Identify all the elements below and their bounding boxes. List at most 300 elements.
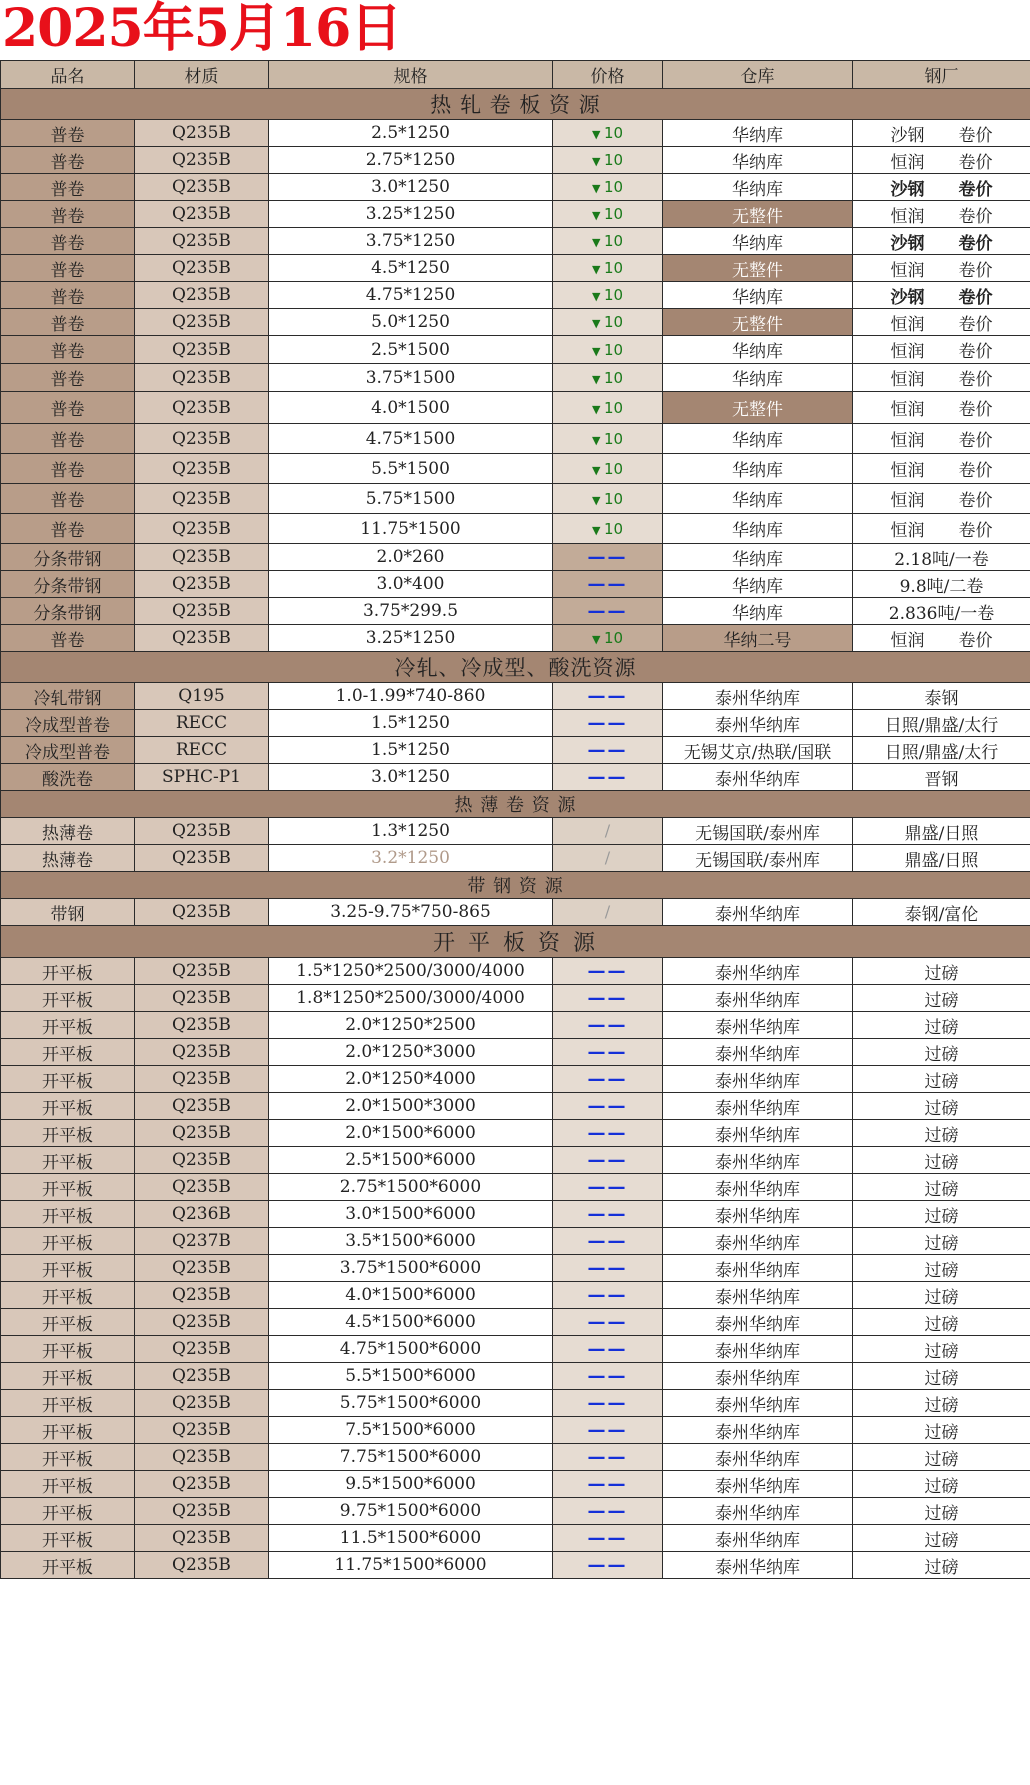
price-change xyxy=(592,259,623,277)
mill-cell: 过磅 xyxy=(853,1093,1030,1120)
table-row[interactable] xyxy=(1,598,1030,625)
warehouse-cell: 华纳库 xyxy=(663,544,853,571)
table-row[interactable] xyxy=(1,625,1030,652)
product-name-cell: 开平板 xyxy=(1,1525,135,1552)
header-warehouse: 仓库 xyxy=(663,61,853,89)
warehouse-cell: 华纳库 xyxy=(663,514,853,544)
down-arrow-icon: ▼ xyxy=(591,433,604,447)
price-cell xyxy=(553,958,663,985)
table-row[interactable] xyxy=(1,683,1030,710)
price-cell xyxy=(553,1066,663,1093)
mill-cell: 泰钢/富伦 xyxy=(853,899,1030,926)
warehouse-cell: 泰州华纳库 xyxy=(663,1012,853,1039)
down-arrow-icon: ▼ xyxy=(591,128,604,141)
price-cell xyxy=(553,1174,663,1201)
price-value: 10 xyxy=(603,205,624,223)
spec-cell: 3.25*1250 xyxy=(269,625,553,652)
price-value: 10 xyxy=(603,178,624,196)
material-cell: Q235B xyxy=(135,1363,269,1390)
spec-cell: 1.0-1.99*740-860 xyxy=(269,683,553,710)
table-row[interactable] xyxy=(1,1417,1030,1444)
mill-cell: 过磅 xyxy=(853,1282,1030,1309)
price-cell xyxy=(553,1417,663,1444)
warehouse-cell: 泰州华纳库 xyxy=(663,764,853,791)
mill-cell: 过磅 xyxy=(853,1066,1030,1093)
price-cell xyxy=(553,571,663,598)
table-row[interactable] xyxy=(1,737,1030,764)
spec-cell: 3.75*1500 xyxy=(269,364,553,392)
table-row[interactable] xyxy=(1,120,1030,147)
spec-cell: 3.0*1250 xyxy=(269,764,553,791)
price-value: 10 xyxy=(603,489,624,508)
mill-cell: 沙钢 卷价 xyxy=(853,282,1030,309)
spec-cell: 7.5*1500*6000 xyxy=(269,1417,553,1444)
spec-cell: 4.0*1500*6000 xyxy=(269,1282,553,1309)
material-cell: Q235B xyxy=(135,818,269,845)
material-cell: Q235B xyxy=(135,1336,269,1363)
price-change xyxy=(592,286,623,304)
price-value: 10 xyxy=(603,232,624,250)
warehouse-cell: 泰州华纳库 xyxy=(663,1255,853,1282)
table-row[interactable] xyxy=(1,454,1030,484)
section-title: 开 平 板 资 源 xyxy=(1,926,1030,958)
product-name-cell: 普卷 xyxy=(1,514,135,544)
warehouse-cell: 泰州华纳库 xyxy=(663,1552,853,1579)
price-cell xyxy=(553,336,663,364)
mill-cell: 过磅 xyxy=(853,1309,1030,1336)
material-cell: RECC xyxy=(135,737,269,764)
warehouse-cell: 无整件 xyxy=(663,201,853,228)
spec-cell: 5.75*1500*6000 xyxy=(269,1390,553,1417)
warehouse-cell: 泰州华纳库 xyxy=(663,985,853,1012)
section-title: 热 薄 卷 资 源 xyxy=(1,791,1030,818)
down-arrow-icon: ▼ xyxy=(591,290,604,303)
price-cell xyxy=(553,818,663,845)
warehouse-cell: 华纳库 xyxy=(663,364,853,392)
price-cell xyxy=(553,484,663,514)
mill-cell: 恒润 卷价 xyxy=(853,364,1030,392)
warehouse-cell: 华纳库 xyxy=(663,484,853,514)
down-arrow-icon: ▼ xyxy=(591,402,604,416)
page-title: 2025年5月16日 xyxy=(2,0,402,59)
material-cell: Q235B xyxy=(135,544,269,571)
price-dash: —— xyxy=(587,1068,628,1090)
price-cell xyxy=(553,1147,663,1174)
spec-cell: 4.5*1250 xyxy=(269,255,553,282)
mill-cell: 过磅 xyxy=(853,985,1030,1012)
section-title: 热 轧 卷 板 资 源 xyxy=(1,89,1030,120)
material-cell: Q235B xyxy=(135,484,269,514)
table-row[interactable] xyxy=(1,228,1030,255)
spec-cell: 3.5*1500*6000 xyxy=(269,1228,553,1255)
spec-cell: 2.0*1500*3000 xyxy=(269,1093,553,1120)
table-row[interactable] xyxy=(1,147,1030,174)
price-cell xyxy=(553,1552,663,1579)
price-value: 10 xyxy=(603,151,624,169)
spec-cell: 3.2*1250 xyxy=(269,845,553,872)
price-cell xyxy=(553,1471,663,1498)
price-dash: —— xyxy=(587,1311,628,1333)
price-cell xyxy=(553,764,663,791)
price-dash: —— xyxy=(587,1500,628,1522)
mill-cell: 泰钢 xyxy=(853,683,1030,710)
table-row[interactable] xyxy=(1,282,1030,309)
warehouse-cell: 华纳库 xyxy=(663,282,853,309)
mill-cell: 恒润 卷价 xyxy=(853,454,1030,484)
product-name-cell: 开平板 xyxy=(1,985,135,1012)
price-dash: —— xyxy=(587,987,628,1009)
mill-cell: 过磅 xyxy=(853,1498,1030,1525)
product-name-cell: 普卷 xyxy=(1,309,135,336)
spec-cell: 5.5*1500 xyxy=(269,454,553,484)
product-name-cell: 普卷 xyxy=(1,174,135,201)
mill-cell: 过磅 xyxy=(853,1012,1030,1039)
price-cell xyxy=(553,845,663,872)
spec-cell: 11.5*1500*6000 xyxy=(269,1525,553,1552)
price-value: 10 xyxy=(603,519,624,538)
warehouse-cell: 泰州华纳库 xyxy=(663,1282,853,1309)
down-arrow-icon: ▼ xyxy=(591,209,604,222)
warehouse-cell: 无锡国联/泰州库 xyxy=(663,845,853,872)
price-cell xyxy=(553,228,663,255)
mill-cell: 过磅 xyxy=(853,1336,1030,1363)
material-cell: Q235B xyxy=(135,424,269,454)
spec-cell: 11.75*1500*6000 xyxy=(269,1552,553,1579)
price-value: 10 xyxy=(603,259,624,277)
table-row[interactable] xyxy=(1,1471,1030,1498)
price-dash: —— xyxy=(587,1392,628,1414)
mill-cell: 鼎盛/日照 xyxy=(853,818,1030,845)
product-name-cell: 冷成型普卷 xyxy=(1,710,135,737)
material-cell: Q235B xyxy=(135,1012,269,1039)
price-cell xyxy=(553,985,663,1012)
table-row[interactable] xyxy=(1,571,1030,598)
mill-cell: 恒润 卷价 xyxy=(853,336,1030,364)
price-dash: —— xyxy=(587,1257,628,1279)
mill-cell: 过磅 xyxy=(853,1552,1030,1579)
spec-cell: 5.75*1500 xyxy=(269,484,553,514)
material-cell: Q235B xyxy=(135,255,269,282)
price-slash: / xyxy=(604,902,611,921)
price-cell xyxy=(553,174,663,201)
table-row[interactable] xyxy=(1,1282,1030,1309)
price-dash: —— xyxy=(587,1122,628,1144)
table-row[interactable] xyxy=(1,514,1030,544)
table-row[interactable] xyxy=(1,1093,1030,1120)
spec-cell: 1.5*1250 xyxy=(269,737,553,764)
material-cell: Q235B xyxy=(135,228,269,255)
mill-cell: 过磅 xyxy=(853,1417,1030,1444)
table-row[interactable] xyxy=(1,484,1030,514)
spec-cell: 3.75*1500*6000 xyxy=(269,1255,553,1282)
table-row[interactable] xyxy=(1,1066,1030,1093)
product-name-cell: 开平板 xyxy=(1,1255,135,1282)
section-header-row xyxy=(1,872,1030,899)
material-cell: Q235B xyxy=(135,1147,269,1174)
header-spec: 规格 xyxy=(269,61,553,89)
product-name-cell: 热薄卷 xyxy=(1,845,135,872)
price-cell xyxy=(553,392,663,424)
material-cell: Q235B xyxy=(135,1255,269,1282)
down-arrow-icon: ▼ xyxy=(591,493,604,507)
table-row[interactable] xyxy=(1,1336,1030,1363)
warehouse-cell: 泰州华纳库 xyxy=(663,1039,853,1066)
table-row[interactable] xyxy=(1,1201,1030,1228)
material-cell: Q235B xyxy=(135,1417,269,1444)
table-row[interactable] xyxy=(1,1255,1030,1282)
table-row[interactable] xyxy=(1,985,1030,1012)
spec-cell: 4.75*1250 xyxy=(269,282,553,309)
price-value: 10 xyxy=(603,629,624,647)
product-name-cell: 开平板 xyxy=(1,1093,135,1120)
price-cell xyxy=(553,1498,663,1525)
price-dash: —— xyxy=(587,600,628,622)
price-cell xyxy=(553,1093,663,1120)
spec-cell: 2.5*1500*6000 xyxy=(269,1147,553,1174)
price-cell xyxy=(553,625,663,652)
price-cell xyxy=(553,1012,663,1039)
product-name-cell: 开平板 xyxy=(1,1120,135,1147)
spec-cell: 3.0*400 xyxy=(269,571,553,598)
price-cell xyxy=(553,364,663,392)
mill-cell: 过磅 xyxy=(853,1147,1030,1174)
table-row[interactable] xyxy=(1,201,1030,228)
product-name-cell: 开平板 xyxy=(1,1201,135,1228)
table-row[interactable] xyxy=(1,1390,1030,1417)
material-cell: Q235B xyxy=(135,454,269,484)
warehouse-cell: 华纳库 xyxy=(663,336,853,364)
table-row[interactable] xyxy=(1,1498,1030,1525)
table-row[interactable] xyxy=(1,544,1030,571)
warehouse-cell: 泰州华纳库 xyxy=(663,1147,853,1174)
material-cell: Q235B xyxy=(135,958,269,985)
warehouse-cell: 泰州华纳库 xyxy=(663,1336,853,1363)
warehouse-cell: 泰州华纳库 xyxy=(663,1201,853,1228)
product-name-cell: 普卷 xyxy=(1,424,135,454)
material-cell: Q235B xyxy=(135,1444,269,1471)
price-cell xyxy=(553,120,663,147)
table-row[interactable] xyxy=(1,1147,1030,1174)
warehouse-cell: 无锡国联/泰州库 xyxy=(663,818,853,845)
warehouse-cell: 无整件 xyxy=(663,309,853,336)
price-cell xyxy=(553,282,663,309)
inventory-table xyxy=(0,60,1030,1579)
table-row[interactable] xyxy=(1,364,1030,392)
warehouse-cell: 泰州华纳库 xyxy=(663,1525,853,1552)
material-cell: Q195 xyxy=(135,683,269,710)
table-row[interactable] xyxy=(1,1012,1030,1039)
warehouse-cell: 华纳库 xyxy=(663,424,853,454)
mill-cell: 过磅 xyxy=(853,1174,1030,1201)
warehouse-cell: 华纳库 xyxy=(663,120,853,147)
mill-cell: 过磅 xyxy=(853,1444,1030,1471)
down-arrow-icon: ▼ xyxy=(591,344,604,358)
table-row[interactable] xyxy=(1,1174,1030,1201)
product-name-cell: 普卷 xyxy=(1,147,135,174)
material-cell: Q235B xyxy=(135,201,269,228)
header-material: 材质 xyxy=(135,61,269,89)
product-name-cell: 普卷 xyxy=(1,228,135,255)
down-arrow-icon: ▼ xyxy=(591,263,604,276)
mill-cell: 恒润 卷价 xyxy=(853,392,1030,424)
material-cell: Q235B xyxy=(135,1552,269,1579)
product-name-cell: 普卷 xyxy=(1,255,135,282)
spec-cell: 2.75*1500*6000 xyxy=(269,1174,553,1201)
price-dash: —— xyxy=(587,546,628,568)
spec-cell: 9.5*1500*6000 xyxy=(269,1471,553,1498)
product-name-cell: 开平板 xyxy=(1,1390,135,1417)
mill-cell: 过磅 xyxy=(853,1471,1030,1498)
warehouse-cell: 泰州华纳库 xyxy=(663,710,853,737)
warehouse-cell: 泰州华纳库 xyxy=(663,1066,853,1093)
table-row[interactable] xyxy=(1,392,1030,424)
product-name-cell: 冷成型普卷 xyxy=(1,737,135,764)
spec-cell: 2.0*1250*2500 xyxy=(269,1012,553,1039)
table-row[interactable] xyxy=(1,818,1030,845)
material-cell: Q235B xyxy=(135,1120,269,1147)
price-cell xyxy=(553,1039,663,1066)
spec-cell: 2.75*1250 xyxy=(269,147,553,174)
material-cell: Q235B xyxy=(135,899,269,926)
table-row[interactable] xyxy=(1,424,1030,454)
down-arrow-icon: ▼ xyxy=(591,155,604,168)
material-cell: Q235B xyxy=(135,174,269,201)
spec-cell: 5.5*1500*6000 xyxy=(269,1363,553,1390)
warehouse-cell: 无锡艾京/热联/国联 xyxy=(663,737,853,764)
product-name-cell: 开平板 xyxy=(1,1552,135,1579)
table-row[interactable] xyxy=(1,899,1030,926)
spec-cell: 2.5*1250 xyxy=(269,120,553,147)
price-change xyxy=(592,629,623,647)
header-price: 价格 xyxy=(553,61,663,89)
down-arrow-icon: ▼ xyxy=(591,463,604,477)
down-arrow-icon: ▼ xyxy=(591,633,604,646)
spec-cell: 2.5*1500 xyxy=(269,336,553,364)
warehouse-cell: 无整件 xyxy=(663,392,853,424)
warehouse-cell: 华纳库 xyxy=(663,454,853,484)
mill-cell: 2.836吨/一卷 xyxy=(853,598,1030,625)
product-name-cell: 普卷 xyxy=(1,282,135,309)
material-cell: Q235B xyxy=(135,598,269,625)
product-name-cell: 开平板 xyxy=(1,1039,135,1066)
price-cell xyxy=(553,544,663,571)
price-cell xyxy=(553,1228,663,1255)
mill-cell: 过磅 xyxy=(853,1363,1030,1390)
material-cell: Q235B xyxy=(135,985,269,1012)
price-change xyxy=(592,313,623,331)
price-value: 10 xyxy=(603,368,624,387)
price-cell xyxy=(553,147,663,174)
warehouse-cell: 华纳库 xyxy=(663,174,853,201)
material-cell: Q235B xyxy=(135,514,269,544)
material-cell: Q235B xyxy=(135,845,269,872)
material-cell: Q235B xyxy=(135,1093,269,1120)
table-row[interactable] xyxy=(1,845,1030,872)
table-row[interactable] xyxy=(1,710,1030,737)
product-name-cell: 开平板 xyxy=(1,1444,135,1471)
material-cell: Q235B xyxy=(135,120,269,147)
product-name-cell: 普卷 xyxy=(1,484,135,514)
table-row[interactable] xyxy=(1,1363,1030,1390)
price-cell xyxy=(553,1120,663,1147)
price-cell xyxy=(553,899,663,926)
price-change xyxy=(592,341,623,359)
price-cell xyxy=(553,424,663,454)
spec-cell: 9.75*1500*6000 xyxy=(269,1498,553,1525)
material-cell: Q235B xyxy=(135,147,269,174)
table-row[interactable] xyxy=(1,1444,1030,1471)
mill-cell: 恒润 卷价 xyxy=(853,484,1030,514)
table-row[interactable] xyxy=(1,1525,1030,1552)
table-row[interactable] xyxy=(1,1228,1030,1255)
mill-cell: 鼎盛/日照 xyxy=(853,845,1030,872)
table-row[interactable] xyxy=(1,174,1030,201)
material-cell: Q235B xyxy=(135,625,269,652)
spec-cell: 1.5*1250 xyxy=(269,710,553,737)
section-header-row xyxy=(1,926,1030,958)
table-row[interactable] xyxy=(1,1039,1030,1066)
price-dash: —— xyxy=(587,1230,628,1252)
mill-cell: 过磅 xyxy=(853,958,1030,985)
warehouse-cell: 泰州华纳库 xyxy=(663,1390,853,1417)
spec-cell: 3.25*1250 xyxy=(269,201,553,228)
product-name-cell: 热薄卷 xyxy=(1,818,135,845)
material-cell: Q235B xyxy=(135,1174,269,1201)
table-row[interactable] xyxy=(1,1120,1030,1147)
table-row[interactable] xyxy=(1,309,1030,336)
price-change xyxy=(592,520,623,538)
table-row[interactable] xyxy=(1,255,1030,282)
spec-cell: 3.0*1250 xyxy=(269,174,553,201)
price-dash: —— xyxy=(587,1203,628,1225)
material-cell: Q235B xyxy=(135,1498,269,1525)
price-value: 10 xyxy=(603,429,624,448)
material-cell: Q236B xyxy=(135,1201,269,1228)
price-change xyxy=(592,430,623,448)
product-name-cell: 分条带钢 xyxy=(1,544,135,571)
spec-cell: 7.75*1500*6000 xyxy=(269,1444,553,1471)
price-dash: —— xyxy=(587,1419,628,1441)
price-cell xyxy=(553,1309,663,1336)
spec-cell: 1.3*1250 xyxy=(269,818,553,845)
material-cell: Q235B xyxy=(135,282,269,309)
price-dash: —— xyxy=(587,1284,628,1306)
price-cell xyxy=(553,1255,663,1282)
product-name-cell: 开平板 xyxy=(1,1147,135,1174)
section-header-row xyxy=(1,791,1030,818)
mill-cell: 过磅 xyxy=(853,1039,1030,1066)
down-arrow-icon: ▼ xyxy=(591,317,604,330)
table-row[interactable] xyxy=(1,764,1030,791)
warehouse-cell: 泰州华纳库 xyxy=(663,1498,853,1525)
warehouse-cell: 泰州华纳库 xyxy=(663,1363,853,1390)
spec-cell: 3.25-9.75*750-865 xyxy=(269,899,553,926)
table-row[interactable] xyxy=(1,1309,1030,1336)
mill-cell: 晋钢 xyxy=(853,764,1030,791)
table-row[interactable] xyxy=(1,1552,1030,1579)
price-slash: / xyxy=(604,848,611,867)
price-cell xyxy=(553,1390,663,1417)
table-row[interactable] xyxy=(1,336,1030,364)
product-name-cell: 开平板 xyxy=(1,1309,135,1336)
material-cell: Q235B xyxy=(135,1471,269,1498)
header-mill: 钢厂 xyxy=(853,61,1030,89)
table-row[interactable] xyxy=(1,958,1030,985)
spec-cell: 1.8*1250*2500/3000/4000 xyxy=(269,985,553,1012)
price-cell xyxy=(553,454,663,484)
product-name-cell: 普卷 xyxy=(1,120,135,147)
product-name-cell: 开平板 xyxy=(1,1417,135,1444)
